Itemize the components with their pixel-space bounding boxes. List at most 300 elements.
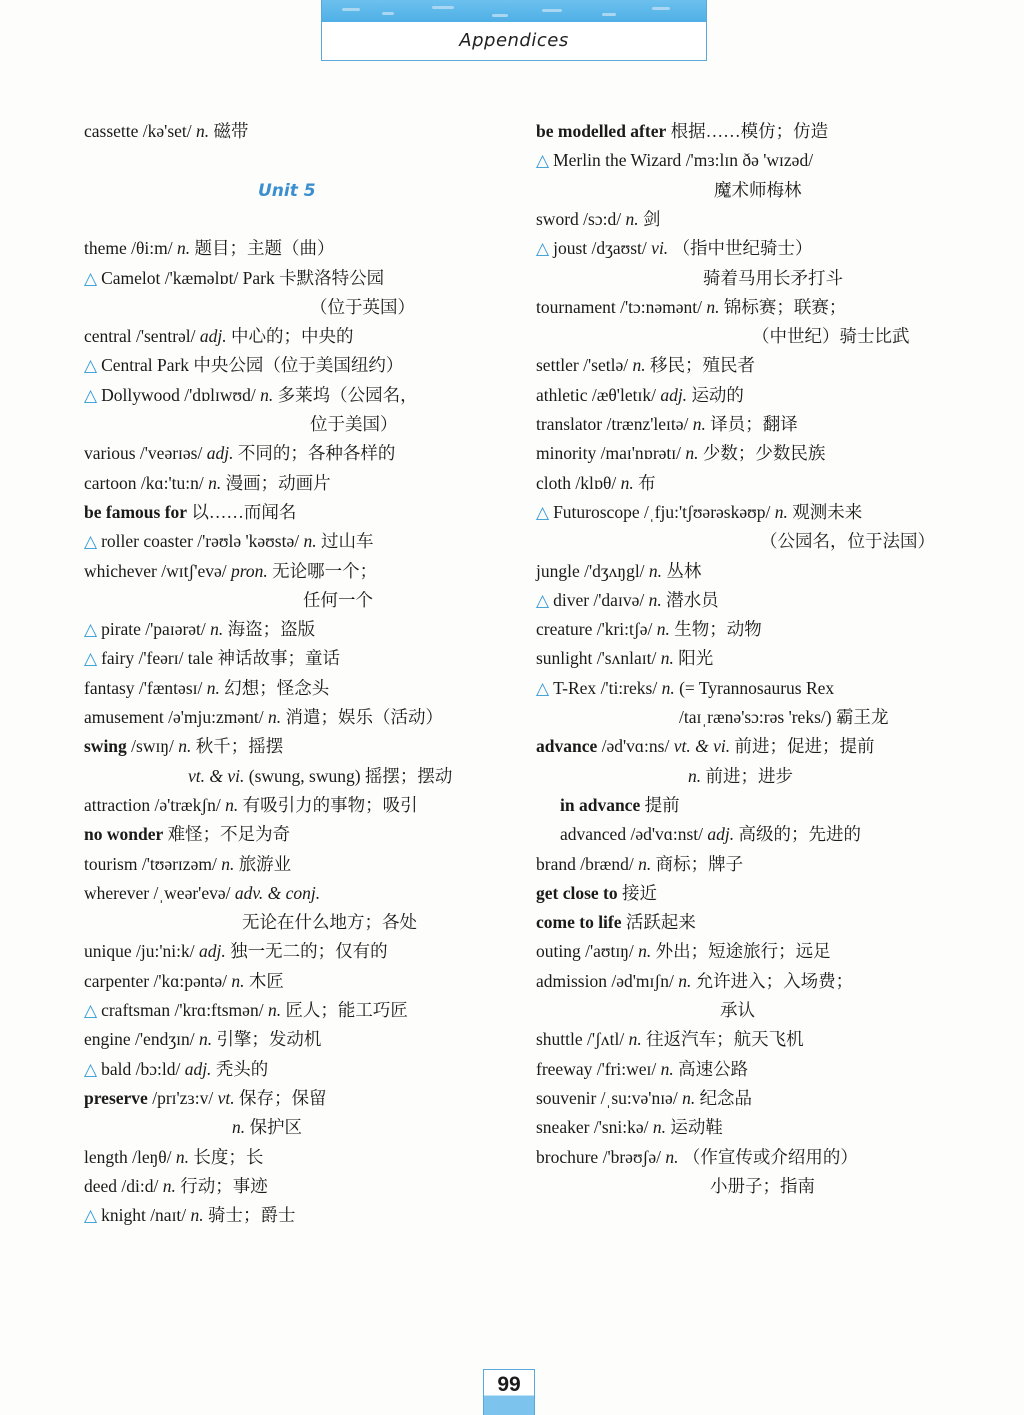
phonetic: /'mɜ:lɪn ðə 'wɪzəd/ bbox=[685, 150, 814, 171]
part-of-speech: n. bbox=[774, 501, 788, 522]
phonetic: /prɪ'zɜ:v/ bbox=[152, 1087, 214, 1108]
vocab-entry bbox=[536, 1116, 723, 1138]
triangle-marker-icon: △ bbox=[84, 1059, 98, 1080]
vocab-entry bbox=[536, 735, 874, 757]
headword: fairy bbox=[101, 648, 135, 669]
part-of-speech: n. bbox=[267, 1000, 282, 1020]
entry-continuation bbox=[310, 296, 415, 318]
headword: minority bbox=[536, 443, 597, 464]
meaning: (swung, swung) 摇摆；摆动 bbox=[248, 765, 453, 786]
triangle-marker-icon: △ bbox=[536, 151, 550, 172]
headword: roller coaster bbox=[101, 531, 193, 552]
headword: cartoon bbox=[84, 472, 137, 493]
entry-continuation bbox=[714, 179, 802, 201]
meaning: 匠人；能工巧匠 bbox=[285, 1000, 408, 1020]
phonetic: /klɒθ/ bbox=[575, 472, 617, 493]
water-banner-decoration bbox=[322, 0, 706, 22]
meaning: 任何一个 bbox=[303, 589, 373, 610]
triangle-marker-icon: △ bbox=[84, 1206, 98, 1227]
meaning: 锦标赛；联赛； bbox=[723, 296, 847, 317]
phonetic: /'sentrəl/ bbox=[135, 326, 196, 347]
phonetic: /'fri:weɪ/ bbox=[596, 1058, 657, 1079]
headword: preserve bbox=[84, 1087, 148, 1108]
vocab-entry bbox=[84, 530, 373, 553]
vocab-entry bbox=[536, 413, 798, 435]
part-of-speech: n. bbox=[706, 296, 720, 317]
phonetic: /'kæməlɒt/ Park bbox=[164, 267, 275, 288]
part-of-speech: pron. bbox=[231, 560, 268, 581]
part-of-speech: n. bbox=[232, 1117, 246, 1138]
phonetic: /əd'vɑ:nst/ bbox=[630, 824, 704, 845]
headword: jungle bbox=[536, 560, 580, 581]
meaning: 小册子；指南 bbox=[710, 1175, 815, 1196]
vocab-entry bbox=[84, 237, 334, 259]
headword: come to life bbox=[536, 912, 622, 933]
headword: be famous for bbox=[84, 501, 188, 522]
meaning: 多莱坞（公园名， bbox=[277, 384, 418, 405]
part-of-speech: n. bbox=[198, 1029, 213, 1050]
meaning: 不同的；各种各样的 bbox=[237, 443, 396, 464]
phonetic: /'ti:reks/ bbox=[600, 677, 658, 698]
vocab-entry bbox=[84, 1204, 296, 1227]
meaning: 允许进入；入场费； bbox=[695, 970, 854, 991]
phonetic: /brænd/ bbox=[580, 853, 634, 874]
meaning: 中央公园（位于美国纽约） bbox=[193, 355, 404, 376]
headword: various bbox=[84, 443, 136, 464]
meaning: 保存；保留 bbox=[239, 1087, 327, 1108]
part-of-speech: adj. bbox=[198, 941, 226, 962]
part-of-speech: n. bbox=[625, 208, 639, 229]
vocab-entry bbox=[536, 1028, 804, 1050]
headword: admission bbox=[536, 970, 607, 991]
headword: Camelot bbox=[101, 267, 161, 288]
phonetic: /'brəʊʃə/ bbox=[602, 1146, 661, 1167]
meaning: 丛林 bbox=[666, 560, 702, 581]
meaning: 骑着马用长矛打斗 bbox=[703, 267, 843, 288]
headword: advanced bbox=[560, 824, 627, 845]
vocab-entry bbox=[536, 472, 656, 494]
meaning: 引擎；发动机 bbox=[216, 1029, 322, 1050]
phonetic: /'veərɪəs/ bbox=[139, 443, 203, 464]
entry-continuation bbox=[310, 413, 398, 435]
vocab-entry bbox=[84, 970, 284, 992]
meaning: 潜水员 bbox=[666, 589, 719, 610]
section-banner bbox=[321, 0, 707, 61]
meaning: 高速公路 bbox=[678, 1058, 749, 1079]
vocab-entry bbox=[536, 208, 660, 230]
headword: length bbox=[84, 1146, 128, 1167]
part-of-speech: adv. & conj. bbox=[234, 882, 321, 903]
part-of-speech: n. bbox=[638, 941, 652, 962]
part-of-speech: n. bbox=[225, 794, 239, 815]
headword: amusement bbox=[84, 707, 164, 727]
phonetic: /θi:m/ bbox=[131, 238, 173, 259]
headword: tourism bbox=[84, 853, 138, 874]
part-of-speech: n. bbox=[190, 1205, 204, 1226]
headword: sneaker bbox=[536, 1117, 590, 1138]
vocab-entry bbox=[536, 237, 813, 260]
vocab-entry bbox=[84, 384, 418, 407]
headword: souvenir bbox=[536, 1087, 597, 1108]
vocab-entry bbox=[536, 647, 713, 669]
meaning: 有吸引力的事物；吸引 bbox=[242, 794, 418, 815]
meaning: 无论在什么地方；各处 bbox=[242, 912, 417, 933]
vocab-entry bbox=[536, 442, 825, 464]
phonetic: /kɑ:'tu:n/ bbox=[140, 472, 204, 493]
meaning: 活跃起来 bbox=[625, 912, 696, 933]
headword: knight bbox=[101, 1205, 146, 1226]
meaning: 磁带 bbox=[213, 121, 249, 141]
vocab-entry bbox=[84, 267, 384, 290]
vocab-entry bbox=[84, 501, 296, 523]
triangle-marker-icon: △ bbox=[536, 239, 550, 260]
vocab-entry bbox=[536, 149, 813, 172]
entry-continuation bbox=[760, 530, 935, 552]
part-of-speech: n. bbox=[162, 1175, 176, 1196]
meaning: 无论哪一个； bbox=[272, 560, 378, 581]
part-of-speech: n. bbox=[628, 1029, 642, 1050]
meaning: 独一无二的；仅有的 bbox=[230, 941, 388, 962]
phonetic: /'tɔ:nəmənt/ bbox=[620, 296, 702, 317]
headword: settler bbox=[536, 355, 579, 376]
phonetic: /'endʒɪn/ bbox=[135, 1029, 195, 1050]
triangle-marker-icon: △ bbox=[536, 678, 550, 699]
vocab-entry bbox=[536, 1087, 752, 1109]
meaning: 运动的 bbox=[691, 384, 744, 405]
meaning: 行动；事迹 bbox=[180, 1175, 268, 1196]
meaning: （中世纪）骑士比武 bbox=[752, 326, 910, 347]
headword: swing bbox=[84, 736, 127, 757]
vocab-entry bbox=[84, 823, 290, 845]
meaning: 中心的；中央的 bbox=[231, 326, 354, 347]
triangle-marker-icon: △ bbox=[84, 1001, 98, 1021]
unit-heading: Unit 5 bbox=[258, 180, 316, 201]
headword: central bbox=[84, 326, 132, 347]
part-of-speech: n. bbox=[221, 853, 235, 874]
meaning: 提前 bbox=[644, 794, 680, 815]
entry-continuation bbox=[703, 267, 843, 289]
part-of-speech: n. bbox=[176, 238, 191, 259]
phonetic: /sɔ:d/ bbox=[583, 208, 622, 229]
vocab-entry bbox=[536, 853, 743, 875]
meaning: （位于英国） bbox=[310, 296, 415, 317]
part-of-speech: n. bbox=[231, 970, 245, 991]
meaning: 位于美国） bbox=[310, 414, 398, 434]
phonetic: /bɔ:ld/ bbox=[135, 1058, 181, 1079]
vocab-entry bbox=[536, 940, 831, 962]
vocab-entry bbox=[84, 677, 329, 699]
phonetic: /ju:'ni:k/ bbox=[136, 941, 195, 962]
vocab-entry bbox=[84, 999, 408, 1022]
phonetic: /əd'mɪʃn/ bbox=[611, 970, 674, 991]
meaning: 少数；少数民族 bbox=[702, 443, 826, 464]
vocab-entry bbox=[560, 794, 680, 816]
headword: no wonder bbox=[84, 824, 164, 845]
phonetic: /naɪt/ bbox=[150, 1205, 187, 1226]
vocab-entry bbox=[536, 677, 834, 700]
phonetic: /'rəʊlə 'kəʊstə/ bbox=[197, 531, 300, 552]
part-of-speech: adj. bbox=[206, 443, 234, 464]
phonetic: /'setlə/ bbox=[583, 355, 629, 376]
headword: wherever bbox=[84, 882, 150, 903]
meaning: 神话故事；童话 bbox=[217, 648, 340, 669]
headword: Futuroscope bbox=[553, 501, 640, 522]
phonetic: /'kri:tʃə/ bbox=[596, 619, 653, 640]
meaning: 前进；进步 bbox=[705, 765, 793, 786]
headword: theme bbox=[84, 238, 127, 259]
vocab-entry bbox=[258, 179, 316, 202]
meaning: 运动鞋 bbox=[670, 1117, 723, 1138]
phonetic: /'fæntəsɪ/ bbox=[138, 677, 203, 698]
phonetic: /'dʒʌŋgl/ bbox=[584, 560, 645, 581]
headword: tournament bbox=[536, 296, 616, 317]
part-of-speech: vt. & vi. bbox=[673, 736, 731, 757]
phonetic: /əd'vɑ:ns/ bbox=[601, 736, 670, 757]
meaning: 保护区 bbox=[249, 1117, 302, 1138]
entry-continuation bbox=[710, 1175, 815, 1197]
part-of-speech: vt. & vi. bbox=[188, 765, 245, 786]
headword: sunlight bbox=[536, 648, 593, 669]
vocab-entry bbox=[84, 706, 443, 728]
entry-continuation bbox=[232, 1116, 302, 1138]
vocab-entry bbox=[84, 120, 249, 142]
phonetic: /'daɪvə/ bbox=[593, 589, 645, 610]
part-of-speech: n. bbox=[648, 589, 662, 610]
part-of-speech: n. bbox=[692, 414, 706, 434]
headword: bald bbox=[101, 1058, 132, 1079]
meaning: 译员；翻译 bbox=[710, 414, 798, 434]
vocab-entry bbox=[84, 882, 320, 904]
meaning: 长度；长 bbox=[193, 1146, 264, 1167]
vocab-entry bbox=[536, 882, 657, 904]
vocab-entry bbox=[536, 589, 719, 612]
vocab-entry bbox=[536, 296, 846, 318]
meaning: 木匠 bbox=[248, 970, 284, 991]
vocab-entry bbox=[536, 384, 744, 406]
headword: freeway bbox=[536, 1058, 593, 1079]
meaning: 生物；动物 bbox=[674, 619, 762, 640]
vocab-entry bbox=[84, 1175, 268, 1197]
page-number-box bbox=[483, 1369, 535, 1415]
part-of-speech: n. bbox=[620, 472, 634, 493]
vocab-entry bbox=[536, 1058, 748, 1080]
phonetic: /ˌfju:'tʃʊərəskəʊp/ bbox=[643, 501, 771, 522]
phonetic: /maɪ'nɒrətɪ/ bbox=[600, 443, 681, 464]
vocab-entry bbox=[536, 560, 701, 582]
meaning: 纪念品 bbox=[699, 1087, 753, 1108]
part-of-speech: n. bbox=[656, 619, 670, 640]
triangle-marker-icon: △ bbox=[84, 620, 98, 641]
meaning: 布 bbox=[638, 472, 656, 493]
triangle-marker-icon: △ bbox=[536, 502, 550, 523]
headword: Merlin the Wizard bbox=[553, 150, 682, 171]
meaning: 剑 bbox=[642, 208, 661, 229]
phonetic: /kə'set/ bbox=[142, 121, 192, 141]
phonetic: /'sni:kə/ bbox=[593, 1117, 649, 1138]
vocab-entry bbox=[536, 1146, 858, 1168]
part-of-speech: n. bbox=[206, 677, 220, 698]
part-of-speech: n. bbox=[660, 1058, 674, 1079]
triangle-marker-icon: △ bbox=[84, 649, 98, 670]
section-title: Appendices bbox=[459, 30, 569, 51]
headword: creature bbox=[536, 619, 593, 640]
headword: sword bbox=[536, 208, 579, 229]
headword: joust bbox=[553, 238, 588, 259]
vocab-entry bbox=[84, 325, 354, 347]
page-number: 99 bbox=[497, 1373, 521, 1396]
headword: get close to bbox=[536, 882, 618, 903]
part-of-speech: n. bbox=[175, 1146, 190, 1167]
meaning: 骑士；爵士 bbox=[208, 1205, 296, 1226]
vocab-entry bbox=[84, 472, 331, 494]
vocab-entry bbox=[536, 501, 862, 524]
headword: cassette bbox=[84, 121, 139, 141]
meaning: 阳光 bbox=[678, 648, 714, 669]
meaning: 外出；短途旅行；远足 bbox=[655, 941, 831, 962]
meaning: 接近 bbox=[622, 882, 658, 903]
headword: brochure bbox=[536, 1146, 599, 1167]
vocab-entry bbox=[84, 1058, 268, 1081]
phonetic: /wɪtʃ'evə/ bbox=[161, 560, 227, 581]
part-of-speech: n. bbox=[210, 619, 224, 640]
headword: T-Rex bbox=[553, 677, 597, 698]
meaning: 高级的；先进的 bbox=[738, 824, 862, 845]
part-of-speech: n. bbox=[665, 1146, 679, 1167]
vocab-entry bbox=[536, 618, 762, 640]
phonetic: /'ʃʌtl/ bbox=[587, 1029, 625, 1050]
meaning: 根据……模仿；仿造 bbox=[670, 121, 829, 141]
phonetic: /swɪŋ/ bbox=[131, 736, 174, 757]
headword: diver bbox=[553, 589, 590, 610]
phonetic: /'krɑ:ftsmən/ bbox=[174, 1000, 264, 1020]
vocab-entry bbox=[84, 1087, 327, 1109]
entry-continuation bbox=[242, 911, 417, 933]
part-of-speech: n. bbox=[178, 736, 192, 757]
vocab-entry bbox=[84, 1028, 321, 1050]
meaning: 移民；殖民者 bbox=[649, 355, 755, 376]
headword: outing bbox=[536, 941, 581, 962]
meaning: (= Tyrannosaurus Rex bbox=[679, 677, 835, 698]
entry-continuation bbox=[303, 589, 373, 611]
meaning: /taɪˌrænə'sɔ:rəs 'reks/) 霸王龙 bbox=[679, 707, 889, 727]
headword: in advance bbox=[560, 794, 641, 815]
vocab-entry bbox=[536, 911, 696, 933]
part-of-speech: n. bbox=[660, 648, 674, 669]
phonetic: /'paɪərət/ bbox=[145, 619, 206, 640]
vocab-entry bbox=[84, 560, 377, 582]
vocab-entry bbox=[84, 794, 418, 816]
part-of-speech: n. bbox=[678, 970, 692, 991]
entry-continuation bbox=[720, 999, 755, 1021]
headword: carpenter bbox=[84, 970, 150, 991]
vocab-entry bbox=[536, 120, 828, 142]
vocab-entry bbox=[560, 823, 861, 845]
vocab-entry bbox=[84, 618, 315, 641]
meaning: 幻想；怪念头 bbox=[224, 677, 330, 698]
part-of-speech: vt. bbox=[217, 1087, 235, 1108]
part-of-speech: n. bbox=[685, 443, 699, 464]
part-of-speech: adj. bbox=[184, 1058, 212, 1079]
meaning: 卡默洛特公园 bbox=[279, 267, 385, 288]
headword: athletic bbox=[536, 384, 588, 405]
meaning: 漫画；动画片 bbox=[225, 472, 331, 493]
phonetic: /ə'trækʃn/ bbox=[154, 794, 221, 815]
phonetic: /ə'mju:zmənt/ bbox=[168, 707, 264, 727]
meaning: 以……而闻名 bbox=[191, 501, 297, 522]
phonetic: /'dɒlɪwʊd/ bbox=[184, 384, 256, 405]
meaning: 秃头的 bbox=[215, 1058, 269, 1079]
meaning: 魔术师梅林 bbox=[714, 179, 802, 200]
part-of-speech: adj. bbox=[707, 824, 735, 845]
meaning: 过山车 bbox=[320, 531, 374, 552]
part-of-speech: adj. bbox=[660, 384, 688, 405]
vocab-entry bbox=[84, 354, 403, 377]
phonetic: /ˌweər'evə/ bbox=[153, 882, 231, 903]
entry-continuation bbox=[188, 765, 452, 787]
headword: Dollywood bbox=[101, 384, 180, 405]
meaning: （作宣传或介绍用的） bbox=[682, 1146, 858, 1167]
triangle-marker-icon: △ bbox=[84, 268, 98, 289]
part-of-speech: n. bbox=[260, 384, 274, 405]
part-of-speech: n. bbox=[196, 121, 210, 141]
headword: cloth bbox=[536, 472, 571, 493]
meaning: 消遣；娱乐（活动） bbox=[285, 707, 443, 727]
phonetic: /'sʌnlaɪt/ bbox=[596, 648, 657, 669]
headword: engine bbox=[84, 1029, 131, 1050]
headword: craftsman bbox=[101, 1000, 171, 1020]
headword: pirate bbox=[101, 619, 141, 640]
headword: unique bbox=[84, 941, 132, 962]
entry-continuation bbox=[688, 765, 793, 787]
part-of-speech: n. bbox=[661, 677, 675, 698]
headword: shuttle bbox=[536, 1029, 583, 1050]
headword: attraction bbox=[84, 794, 151, 815]
meaning: 海盗；盗版 bbox=[227, 619, 316, 640]
phonetic: /'aʊtɪŋ/ bbox=[585, 941, 634, 962]
part-of-speech: n. bbox=[267, 707, 282, 727]
meaning: 商标；牌子 bbox=[655, 853, 744, 874]
meaning: 秋千；摇摆 bbox=[195, 736, 284, 757]
meaning: 前进；促进；提前 bbox=[734, 736, 875, 757]
entry-continuation bbox=[679, 706, 888, 728]
part-of-speech: n. bbox=[632, 355, 646, 376]
vocab-entry bbox=[84, 442, 395, 464]
phonetic: /di:d/ bbox=[121, 1175, 159, 1196]
headword: fantasy bbox=[84, 677, 135, 698]
phonetic: /'tʊərɪzəm/ bbox=[141, 853, 217, 874]
triangle-marker-icon: △ bbox=[536, 590, 550, 611]
phonetic: /leŋθ/ bbox=[132, 1146, 172, 1167]
meaning: 观测未来 bbox=[792, 501, 863, 522]
meaning: （公园名，位于法国） bbox=[760, 531, 935, 552]
part-of-speech: n. bbox=[303, 531, 317, 552]
phonetic: /ˌsu:və'nɪə/ bbox=[600, 1087, 678, 1108]
headword: translator bbox=[536, 414, 603, 434]
part-of-speech: n. bbox=[652, 1117, 667, 1138]
part-of-speech: vi. bbox=[651, 238, 669, 259]
vocab-entry bbox=[84, 940, 388, 962]
meaning: （指中世纪骑士） bbox=[672, 238, 813, 259]
vocab-entry bbox=[84, 647, 340, 670]
headword: be modelled after bbox=[536, 121, 667, 141]
vocab-entry bbox=[536, 970, 853, 992]
phonetic: /dʒaʊst/ bbox=[591, 238, 647, 259]
part-of-speech: adj. bbox=[199, 326, 227, 347]
headword: advance bbox=[536, 736, 598, 757]
meaning: 题目；主题（曲） bbox=[194, 238, 335, 259]
part-of-speech: n. bbox=[682, 1087, 696, 1108]
triangle-marker-icon: △ bbox=[84, 385, 98, 406]
